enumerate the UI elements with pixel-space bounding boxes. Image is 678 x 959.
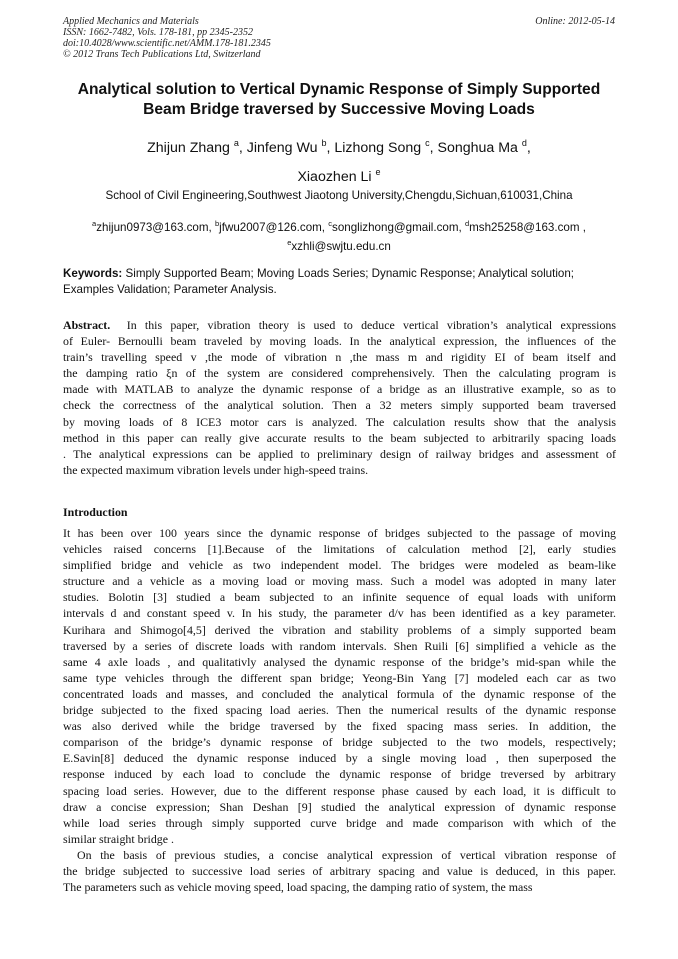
email-link[interactable]: songlizhong@gmail.com,	[332, 221, 462, 234]
introduction-line: was also derived while the bridge traversed by the fixed spacing mass series. In addition, the	[63, 719, 616, 734]
introduction-line: vehicles raised concerns [1].Because of the limitations of calculation method [2], early studies	[63, 542, 616, 557]
introduction-line: comparison of the bridge’s dynamic response of bridge subjected to the two models, respectively;	[63, 735, 616, 750]
abstract-block	[63, 317, 616, 478]
keywords-block	[63, 266, 616, 297]
introduction-line: simplified bridge and vehicle as two independent model. The bridges were modeled as beam-like	[63, 558, 616, 573]
email-link[interactable]: zhijun0973@163.com,	[96, 221, 212, 234]
introduction-line: traversed by a series of discrete loads with random intervals. Shen Ruili [6] simplified a vehicle as the	[63, 638, 616, 653]
title-line-1: Analytical solution to Vertical Dynamic Response of Simply Supported	[77, 81, 601, 98]
introduction-line: intervals d and constant speed v. In his study, the parameter d/v has been identified as a key parameter.	[63, 606, 616, 621]
introduction-line: It has been over 100 years since the dynamic response of bridges subjected to the passage of moving	[63, 526, 616, 540]
abstract-line: made with MATLAB to analyze the dynamic response of a bridge as an illustrative example, so as to	[63, 382, 616, 397]
email-list	[40, 216, 638, 254]
issn-line: ISSN: 1662-7482, Vols. 178-181, pp 2345-2352	[63, 27, 253, 38]
author-name: Zhijun Zhang	[147, 140, 230, 156]
abstract-line: check the correctness of the analytical solution. Then a 32 meters simply supported beam traversed	[63, 398, 616, 413]
author-mark: d	[521, 138, 527, 148]
introduction-line: Kurihara and Shimogo[4,5] derived the vibration and stability problems of a simply supported beam	[63, 622, 616, 637]
introduction-line: concentrated loads and masses, and concluded the analytical formula of the dynamic response of the	[63, 686, 616, 701]
author-name: Xiaozhen Li	[297, 169, 372, 185]
online-date: Online: 2012-05-14	[535, 16, 615, 27]
email-link[interactable]: xzhli@swjtu.edu.cn	[291, 240, 391, 253]
author-mark: e	[375, 167, 381, 177]
author-name: Jinfeng Wu	[246, 140, 318, 156]
email-link[interactable]: msh25258@163.com ,	[469, 221, 586, 234]
introduction-line: the bridge subjected to successive load series of arbitrary spacing and value is deduced, in this paper.	[63, 863, 616, 878]
introduction-line: while load series through simply supported curve bridge and made comparison with which of the	[63, 815, 616, 830]
abstract-line	[63, 317, 616, 333]
email-mark: b	[214, 219, 220, 228]
introduction-line: draw a concise expression; Shan Deshan [9] studied the analytical expression of dynamic response	[63, 799, 616, 814]
introduction-line: same type vehicles through the different span bridge; Yeong-Bin Yang [7] modeled each car as two	[63, 670, 616, 685]
keywords-text: Simply Supported Beam; Moving Loads Series; Dynamic Response; Analytical solution; Examples Validation; Parameter Analysis.	[63, 267, 575, 296]
introduction-line: similar straight bridge .	[63, 831, 174, 846]
author-mark: a	[233, 138, 239, 148]
introduction-line: The parameters such as vehicle moving speed, load spacing, the damping ratio of system, the mass	[63, 880, 533, 895]
journal-name: Applied Mechanics and Materials	[63, 16, 199, 27]
introduction-line: spacing load series. However, due to the different response phase caused by each load, it is difficult to	[63, 783, 616, 798]
journal-header	[63, 16, 271, 60]
paper-title	[60, 80, 618, 120]
author-mark: c	[425, 138, 430, 148]
doi-line: doi:10.4028/www.scientific.net/AMM.178-181.2345	[63, 38, 271, 49]
keywords-label: Keywords:	[63, 267, 123, 280]
title-line-2: Beam Bridge traversed by Successive Moving Loads	[143, 101, 535, 118]
abstract-line: method in this paper can really give accurate results to the beam subjected to arbitrarily spacing loads	[63, 430, 616, 445]
abstract-line: the expected maximum vibration levels under high-speed trains.	[63, 462, 369, 477]
abstract-line: the damping ratio ξn of the system are considered comprehensively. Then the calculating program is	[63, 366, 616, 381]
email-mark: c	[328, 219, 333, 228]
email-mark: e	[287, 238, 292, 247]
author-list: Zhijun Zhang $^a$, Jinfeng Wu $^b$, Lizhong Song $^c$, Songhua Ma $^d$, Xiaozhen Li $^e$	[147, 138, 531, 185]
introduction-line: On the basis of previous studies, a concise analytical expression of vertical vibration response of	[77, 847, 616, 862]
introduction-line: E.Savin[8] deduced the dynamic response induced by a single moving load , then superposed the	[63, 751, 616, 766]
introduction-line: structure and a vehicle as a moving load or moving mass. Such a model was adopted in many later	[63, 574, 616, 589]
author-name: Songhua Ma	[437, 140, 518, 156]
abstract-line: by moving loads of 8 ICE3 motor cars is analyzed. The calculation results show that the analysis	[63, 414, 616, 429]
introduction-heading: Introduction	[63, 505, 128, 519]
introduction-line: response induced by each load to conclude the dynamic response of bridge treversed by arbitrary	[63, 767, 616, 782]
abstract-line-text: In this paper, vibration theory is used to deduce vertical vibration’s analytical expressions	[126, 318, 616, 332]
copyright-line: © 2012 Trans Tech Publications Ltd, Switzerland	[63, 49, 261, 60]
abstract-line: train’s travelling speed v ,the mode of vibration n ,the mass m and rigidity EI of beam itself and	[63, 350, 616, 365]
introduction-line: same 4 axle loads , and qualitativly analysed the dynamic response of the bridge’s mid-span while the	[63, 654, 616, 669]
email-mark: a	[92, 219, 97, 228]
introduction-line: studies. Bolotin [3] studied a beam subjected to an infinite sequence of equal loads with uniform	[63, 590, 616, 605]
introduction-body	[63, 525, 616, 895]
abstract-line: of Euler- Bernoulli beam traveled by moving loads. In the analytical expression, the influences of the	[63, 334, 616, 349]
email-mark: d	[464, 219, 470, 228]
introduction-line: bridge subjected to the fixed spacing load aeries. Then the numerical results of the dynamic response	[63, 703, 616, 718]
author-name: Lizhong Song	[334, 140, 422, 156]
affiliation: School of Civil Engineering,Southwest Jiaotong University,Chengdu,Sichuan,610031,China	[105, 189, 573, 202]
abstract-line: . The analytical expressions can be applied to preliminary design of railway bridges and assessment of	[63, 446, 616, 461]
abstract-label: Abstract.	[63, 318, 111, 332]
email-link[interactable]: jfwu2007@126.com,	[219, 221, 326, 234]
author-mark: b	[321, 138, 327, 148]
